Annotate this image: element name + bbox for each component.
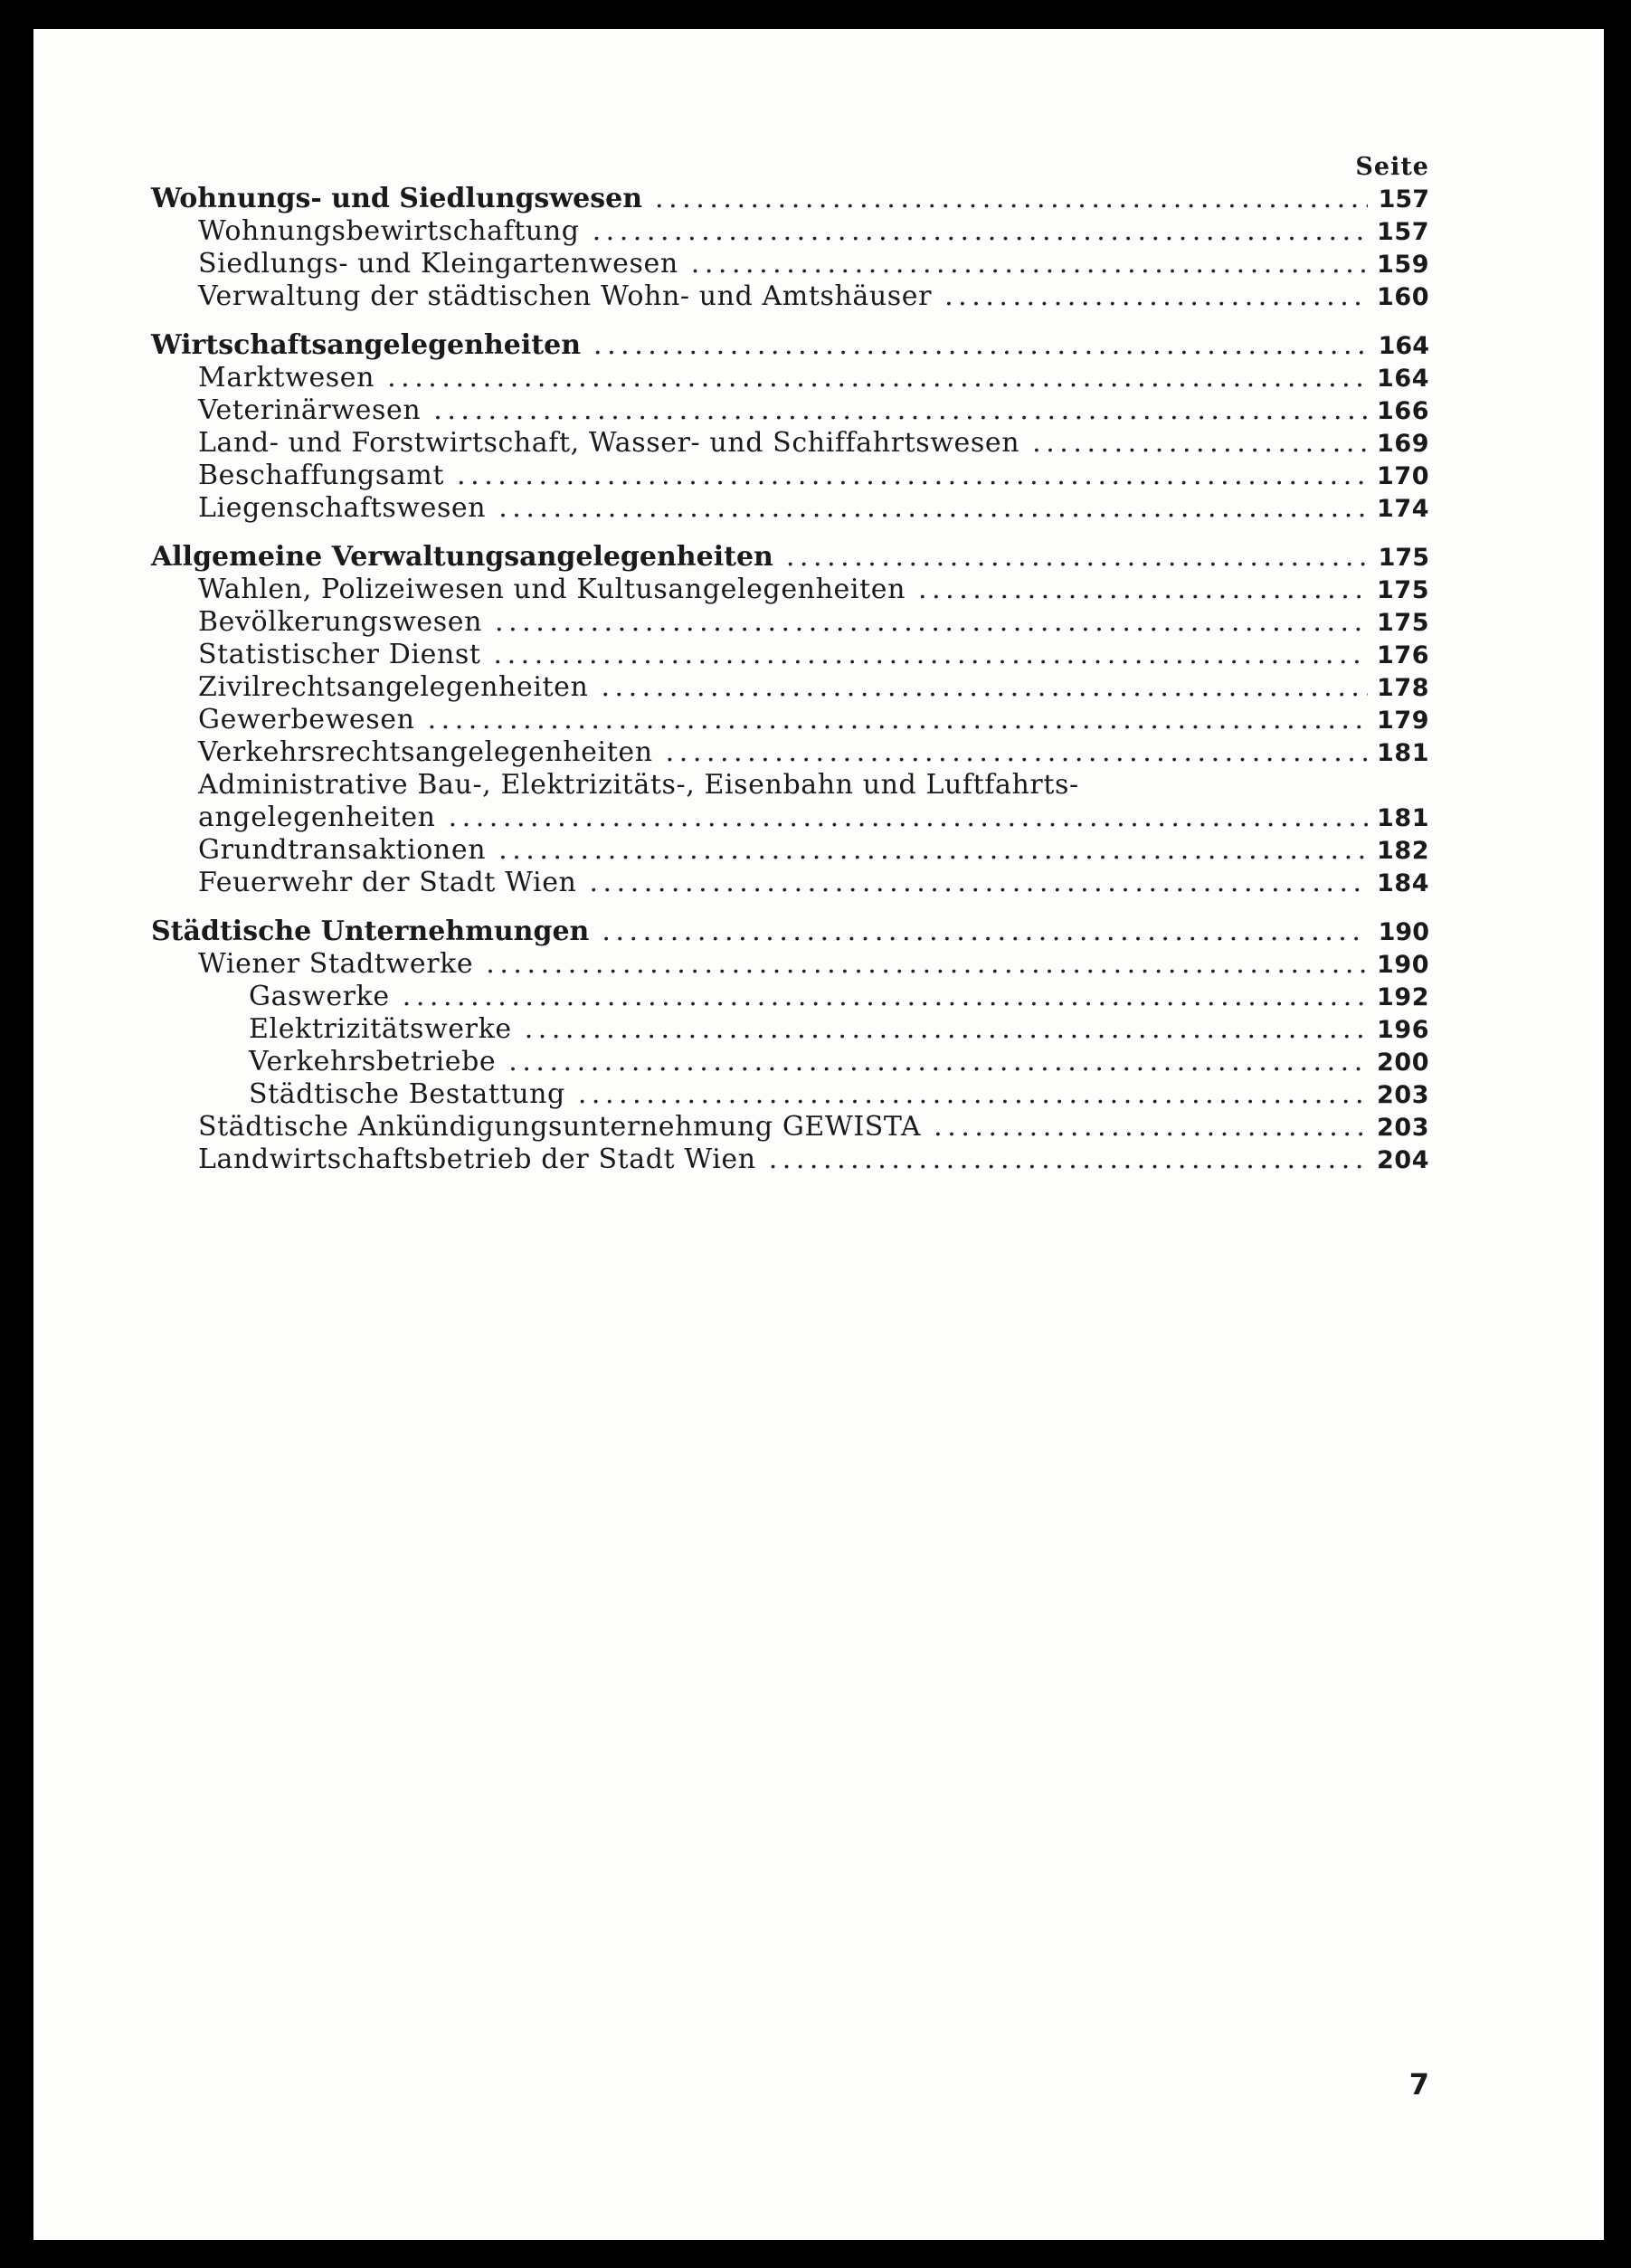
toc-heading-label: Wohnungs- und Siedlungswesen: [151, 183, 643, 214]
toc-page-ref: 164: [1377, 365, 1430, 393]
toc-page-ref: 159: [1377, 251, 1430, 279]
toc-page-ref: 169: [1377, 430, 1430, 458]
toc-leader-dots: [602, 916, 1368, 948]
toc-leader-dots: [457, 460, 1368, 492]
toc-entry: [151, 427, 1429, 460]
toc-leader-dots: [578, 1078, 1368, 1111]
page-column-header: Seite: [1355, 153, 1429, 181]
toc-page-ref: 179: [1377, 707, 1430, 735]
toc-entry-label: Beschaffungsamt: [198, 460, 445, 491]
toc-entry: [151, 981, 1429, 1013]
toc-leader-dots: [769, 1143, 1368, 1176]
toc-leader-dots: [428, 704, 1368, 736]
toc-entry-label: Veterinärwesen: [198, 394, 422, 426]
toc-leader-dots: [655, 183, 1368, 215]
toc-page-ref: 204: [1377, 1146, 1430, 1174]
toc-entry: [151, 1078, 1429, 1111]
toc-page-ref: 157: [1377, 218, 1430, 246]
toc-section-heading: [151, 183, 1429, 215]
toc-leader-dots: [498, 492, 1368, 525]
toc-entry: [151, 639, 1429, 671]
toc-page-ref: 190: [1377, 951, 1430, 979]
toc-entry: [151, 1111, 1429, 1143]
toc-leader-dots: [786, 541, 1368, 574]
toc-entry-label: Verwaltung der städtischen Wohn- und Amtshäuser: [198, 280, 933, 312]
toc-heading-label: Wirtschaftsangelegenheiten: [151, 329, 582, 361]
toc-entry: [151, 736, 1429, 769]
toc-leader-dots: [918, 574, 1368, 606]
toc-entry: [151, 1143, 1429, 1176]
toc-page-ref: 175: [1377, 576, 1430, 604]
toc-section: [151, 183, 1429, 313]
toc-entry: [151, 867, 1429, 899]
toc-entry: [151, 394, 1429, 427]
toc-heading-label: Städtische Unternehmungen: [151, 916, 590, 947]
toc-entry: [151, 834, 1429, 867]
toc-leader-dots: [495, 606, 1368, 639]
toc-leader-dots: [589, 867, 1368, 899]
toc-leader-dots: [944, 280, 1368, 313]
toc-leader-dots: [498, 834, 1368, 867]
toc-section-heading: [151, 916, 1429, 948]
toc-entry: [151, 1046, 1429, 1078]
toc-entry: [151, 1013, 1429, 1046]
toc-entry: [151, 248, 1429, 280]
toc-entry-label: Liegenschaftswesen: [198, 492, 487, 524]
document-page: [33, 29, 1604, 2240]
toc-page-ref: 166: [1377, 397, 1430, 425]
toc-entry-label: Elektrizitätswerke: [249, 1013, 512, 1045]
toc-entry-label: Verkehrsrechtsangelegenheiten: [198, 736, 653, 768]
toc-page-ref: 196: [1377, 1016, 1430, 1044]
toc-page-ref: 164: [1378, 332, 1429, 360]
toc-leader-dots: [525, 1013, 1368, 1046]
table-of-contents: [151, 183, 1429, 1192]
toc-page-ref: 184: [1377, 869, 1430, 897]
toc-page-ref: 190: [1378, 918, 1429, 946]
toc-leader-dots: [403, 981, 1368, 1013]
toc-leader-dots: [433, 394, 1368, 427]
toc-leader-dots: [508, 1046, 1368, 1078]
toc-entry: [151, 460, 1429, 492]
toc-leader-dots: [494, 639, 1368, 671]
toc-leader-dots: [666, 736, 1368, 769]
toc-section-heading: [151, 329, 1429, 362]
toc-entry: [151, 802, 1429, 834]
toc-entry-label: Land- und Forstwirtschaft, Wasser- und Schiffahrtswesen: [198, 427, 1020, 459]
toc-entry-label: Gaswerke: [249, 981, 390, 1012]
toc-page-ref: 181: [1377, 739, 1430, 767]
toc-page-ref: 181: [1377, 804, 1430, 832]
toc-entry-label: Landwirtschaftsbetrieb der Stadt Wien: [198, 1143, 756, 1175]
toc-entry-label: Feuerwehr der Stadt Wien: [198, 867, 577, 898]
toc-entry: [151, 948, 1429, 981]
toc-page-ref: 178: [1377, 674, 1430, 702]
toc-page-ref: 182: [1377, 837, 1430, 865]
toc-page-ref: 175: [1377, 609, 1430, 637]
toc-entry: [151, 492, 1429, 525]
toc-entry-label: Siedlungs- und Kleingartenwesen: [198, 248, 678, 280]
toc-leader-dots: [1032, 427, 1368, 460]
toc-entry: [151, 280, 1429, 313]
toc-leader-dots: [387, 362, 1368, 394]
toc-entry-label: Städtische Ankündigungsunternehmung GEWISTA: [198, 1111, 922, 1143]
toc-entry-label: Statistischer Dienst: [198, 639, 481, 670]
toc-page-ref: 203: [1377, 1114, 1430, 1142]
toc-entry-label: Gewerbewesen: [198, 704, 415, 735]
toc-page-ref: 200: [1377, 1049, 1430, 1077]
toc-entry-label: Städtische Bestattung: [249, 1078, 565, 1110]
toc-leader-dots: [593, 329, 1368, 362]
toc-entry-label: Administrative Bau-, Elektrizitäts-, Eisenbahn und Luftfahrts-: [198, 769, 1079, 801]
toc-leader-dots: [934, 1111, 1368, 1143]
toc-entry: [151, 362, 1429, 394]
toc-page-ref: 170: [1377, 462, 1430, 490]
toc-entry: [151, 769, 1429, 802]
toc-entry: [151, 704, 1429, 736]
toc-entry-label: Wahlen, Polizeiwesen und Kultusangelegenheiten: [198, 574, 906, 605]
toc-page-ref: 157: [1378, 185, 1429, 214]
toc-entry-label: Zivilrechtsangelegenheiten: [198, 671, 589, 703]
toc-entry: [151, 606, 1429, 639]
toc-entry-label: Marktwesen: [198, 362, 375, 394]
toc-entry: [151, 574, 1429, 606]
toc-entry: [151, 671, 1429, 704]
toc-heading-label: Allgemeine Verwaltungsangelegenheiten: [151, 541, 773, 573]
toc-page-ref: 176: [1377, 641, 1430, 669]
toc-entry-label: Bevölkerungswesen: [198, 606, 483, 638]
toc-page-ref: 174: [1377, 495, 1430, 523]
toc-section: [151, 329, 1429, 525]
toc-page-ref: 203: [1377, 1081, 1430, 1109]
toc-leader-dots: [691, 248, 1368, 280]
toc-entry-label: Wohnungsbewirtschaftung: [198, 215, 580, 247]
toc-section: [151, 916, 1429, 1176]
toc-page-ref: 192: [1377, 983, 1430, 1011]
toc-entry-label: Grundtransaktionen: [198, 834, 487, 866]
toc-entry-label: Verkehrsbetriebe: [249, 1046, 497, 1077]
toc-page-ref: 160: [1377, 283, 1430, 311]
toc-section-heading: [151, 541, 1429, 574]
toc-entry-label: angelegenheiten: [198, 802, 436, 833]
toc-leader-dots: [449, 802, 1368, 834]
page-number: 7: [1408, 2067, 1429, 2102]
toc-section: [151, 541, 1429, 899]
toc-page-ref: 175: [1378, 544, 1429, 572]
toc-leader-dots: [593, 215, 1368, 248]
toc-leader-dots: [601, 671, 1368, 704]
toc-leader-dots: [486, 948, 1368, 981]
toc-entry-label: Wiener Stadtwerke: [198, 948, 474, 980]
toc-entry: [151, 215, 1429, 248]
